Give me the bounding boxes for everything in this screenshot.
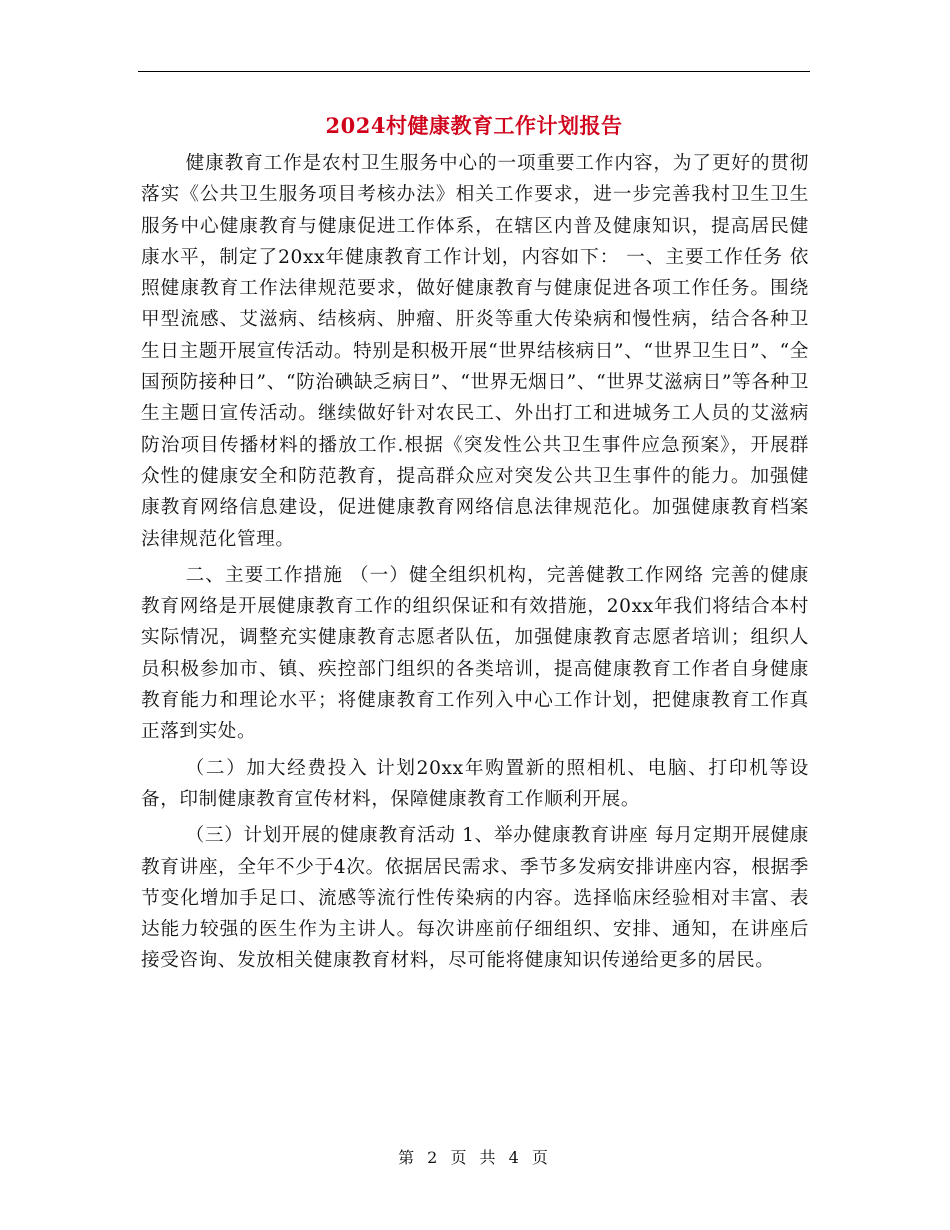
paragraph-4: （三）计划开展的健康教育活动 1、举办健康教育讲座 每月定期开展健康教育讲座，全年不少于4次。依据居民需求、季节多发病安排讲座内容，根据季节变化增加手足口、流感等流行性传染病的内容。选择临床经验相对丰富、表达能力较强的医生作为主讲人。每次讲座前仔细组织、安排、通知，在讲座后接受咨询、发放相关健康教育材料，尽可能将健康知识传递给更多的居民。 [141, 825, 809, 972]
paragraph-3: （二）加大经费投入 计划20xx年购置新的照相机、电脑、打印机等设备，印制健康教育宣传材料，保障健康教育工作顺利开展。 [141, 757, 809, 810]
header-rule [138, 71, 810, 72]
document-title: 2024村健康教育工作计划报告 [325, 113, 623, 138]
document-body [141, 148, 809, 977]
page-number-footer: 第 2 页 共 4 页 [398, 1148, 552, 1167]
paragraph-2: 二、主要工作措施 （一）健全组织机构，完善健教工作网络 完善的健康教育网络是开展健康教育工作的组织保证和有效措施，20xx年我们将结合本村实际情况，调整充实健康教育志愿者队伍，加强健康教育志愿者培训；组织人员积极参加市、镇、疾控部门组织的各类培训，提高健康教育工作者自身健康教育能力和理论水平；将健康教育工作列入中心工作计划，把健康教育工作真正落到实处。 [141, 564, 809, 743]
paragraph-1: 健康教育工作是农村卫生服务中心的一项重要工作内容，为了更好的贯彻落实《公共卫生服务项目考核办法》相关工作要求，进一步完善我村卫生卫生服务中心健康教育与健康促进工作体系，在辖区内普及健康知识，提高居民健康水平，制定了20xx年健康教育工作计划，内容如下： 一、主要工作任务 依照健康教育工作法律规范要求，做好健康教育与健康促进各项工作任务。围绕甲型流感、艾滋病、结核病、肿瘤、肝炎等重大传染病和慢性病，结合各种卫生日主题开展宣传活动。特别是积极开展“世界结核病日”、“世界卫生日”、“全国预防接种日”、“防治碘缺乏病日”、“世界无烟日”、“世界艾滋病日”等各种卫生主题日宣传活动。继续做好针对农民工、外出打工和进城务工人员的艾滋病防治项目传播材料的播放工作.根据《突发性公共卫生事件应急预案》，开展群众性的健康安全和防范教育，提高群众应对突发公共卫生事件的能力。加强健康教育网络信息建设，促进健康教育网络信息法律规范化。加强健康教育档案法律规范化管理。 [141, 153, 809, 550]
